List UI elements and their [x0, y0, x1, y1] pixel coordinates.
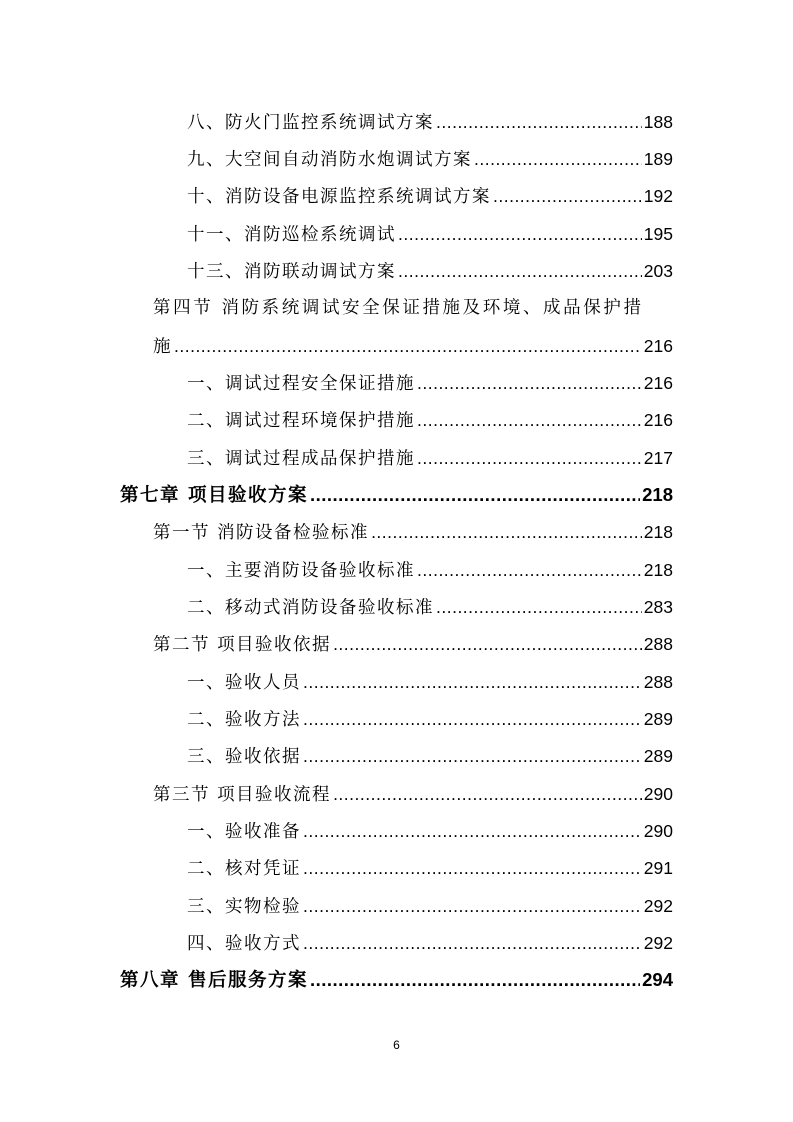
toc-entry-title: 第二节 项目验收依据 [153, 635, 332, 655]
dot-leader [417, 558, 642, 582]
toc-entry-title: 四、验收方式 [187, 934, 301, 954]
dot-leader [436, 110, 642, 134]
dot-leader [303, 744, 642, 768]
toc-entry-title: 十一、消防巡检系统调试 [187, 225, 396, 245]
toc-entry-page: 218 [642, 484, 673, 505]
toc-entry[interactable] [187, 110, 673, 135]
toc-entry-title: 十三、消防联动调试方案 [187, 262, 396, 282]
toc-entry[interactable] [187, 408, 673, 433]
toc-entry[interactable] [153, 632, 673, 657]
dot-leader [333, 632, 642, 656]
toc-entry-title: 二、核对凭证 [187, 859, 301, 879]
toc-entry[interactable] [187, 931, 673, 956]
toc-entry-title: 九、大空间自动消防水炮调试方案 [187, 150, 472, 170]
page-number: 6 [393, 1038, 400, 1052]
toc-entry[interactable] [187, 595, 673, 620]
toc-entry-page: 216 [643, 373, 673, 393]
toc-entry-page: 289 [643, 709, 673, 729]
dot-leader [174, 334, 642, 358]
toc-entry[interactable] [187, 856, 673, 881]
toc-entry[interactable] [187, 894, 673, 919]
toc-entry-page: 192 [643, 186, 673, 206]
toc-entry[interactable] [187, 184, 673, 209]
toc-entry-page: 217 [643, 448, 673, 468]
toc-entry-page: 216 [643, 336, 673, 356]
dot-leader [417, 446, 642, 470]
toc-entry-page: 218 [643, 560, 673, 580]
toc-entry-page: 195 [643, 224, 673, 244]
toc-entry[interactable] [187, 819, 673, 844]
toc-entry-page: 283 [643, 597, 673, 617]
dot-leader [303, 856, 642, 880]
toc-entry[interactable] [153, 782, 673, 807]
toc-entry[interactable] [153, 520, 673, 545]
toc-entry-page: 189 [643, 149, 673, 169]
toc-chapter-entry[interactable] [120, 968, 673, 993]
toc-entry-page: 218 [643, 522, 673, 542]
dot-leader [303, 670, 642, 694]
toc-entry[interactable] [187, 744, 673, 769]
toc-entry-title: 一、调试过程安全保证措施 [187, 374, 415, 394]
dot-leader [493, 184, 642, 208]
dot-leader [303, 819, 642, 843]
toc-entry-title: 第一节 消防设备检验标准 [153, 523, 370, 543]
dot-leader [303, 931, 642, 955]
toc-entry-page: 288 [643, 634, 673, 654]
toc-entry-title: 三、调试过程成品保护措施 [187, 449, 415, 469]
toc-entry-title: 八、防火门监控系统调试方案 [187, 113, 434, 133]
toc-entry-page: 289 [643, 746, 673, 766]
toc-entry-wrapped-title[interactable]: 第四节 消防系统调试安全保证措施及环境、成品保护措 [153, 298, 644, 318]
toc-entry-title: 三、实物检验 [187, 897, 301, 917]
toc-entry-title: 二、验收方法 [187, 710, 301, 730]
toc-entry-title: 第七章 项目验收方案 [120, 485, 308, 506]
toc-entry-page: 188 [643, 112, 673, 132]
toc-entry-page: 290 [643, 821, 673, 841]
toc-entry-page: 294 [642, 969, 673, 990]
toc-entry-title: 一、验收准备 [187, 822, 301, 842]
toc-entry-title: 一、主要消防设备验收标准 [187, 561, 415, 581]
dot-leader [417, 371, 642, 395]
dot-leader [417, 408, 642, 432]
dot-leader [310, 968, 640, 992]
toc-entry-title: 第三节 项目验收流程 [153, 785, 332, 805]
toc-entry[interactable] [187, 558, 673, 583]
toc-entry-page: 288 [643, 672, 673, 692]
toc-entry[interactable] [187, 371, 673, 396]
toc-entry-title: 第八章 售后服务方案 [120, 970, 308, 991]
toc-entry-page: 292 [643, 896, 673, 916]
dot-leader [398, 259, 642, 283]
toc-entry[interactable] [153, 334, 673, 359]
dot-leader [310, 483, 640, 507]
toc-entry-title: 二、移动式消防设备验收标准 [187, 598, 434, 618]
toc-entry-title: 十、消防设备电源监控系统调试方案 [187, 187, 491, 207]
toc-entry-title: 一、验收人员 [187, 673, 301, 693]
toc-entry[interactable] [187, 707, 673, 732]
toc-entry-page: 203 [643, 261, 673, 281]
toc-entry-title: 二、调试过程环境保护措施 [187, 411, 415, 431]
toc-entry[interactable] [187, 259, 673, 284]
toc-entry-title: 施 [153, 337, 172, 357]
toc-entry-title: 三、验收依据 [187, 747, 301, 767]
dot-leader [333, 782, 642, 806]
dot-leader [436, 595, 642, 619]
dot-leader [474, 147, 642, 171]
dot-leader [303, 707, 642, 731]
dot-leader [398, 222, 642, 246]
dot-leader [371, 520, 642, 544]
toc-entry[interactable] [187, 147, 673, 172]
toc-entry-page: 292 [643, 933, 673, 953]
toc-entry[interactable] [187, 446, 673, 471]
toc-entry[interactable] [187, 670, 673, 695]
toc-entry-page: 290 [643, 784, 673, 804]
toc-entry-page: 216 [643, 410, 673, 430]
toc-entry[interactable] [187, 222, 673, 247]
toc-entry-page: 291 [643, 858, 673, 878]
toc-chapter-entry[interactable] [120, 483, 673, 508]
dot-leader [303, 894, 642, 918]
